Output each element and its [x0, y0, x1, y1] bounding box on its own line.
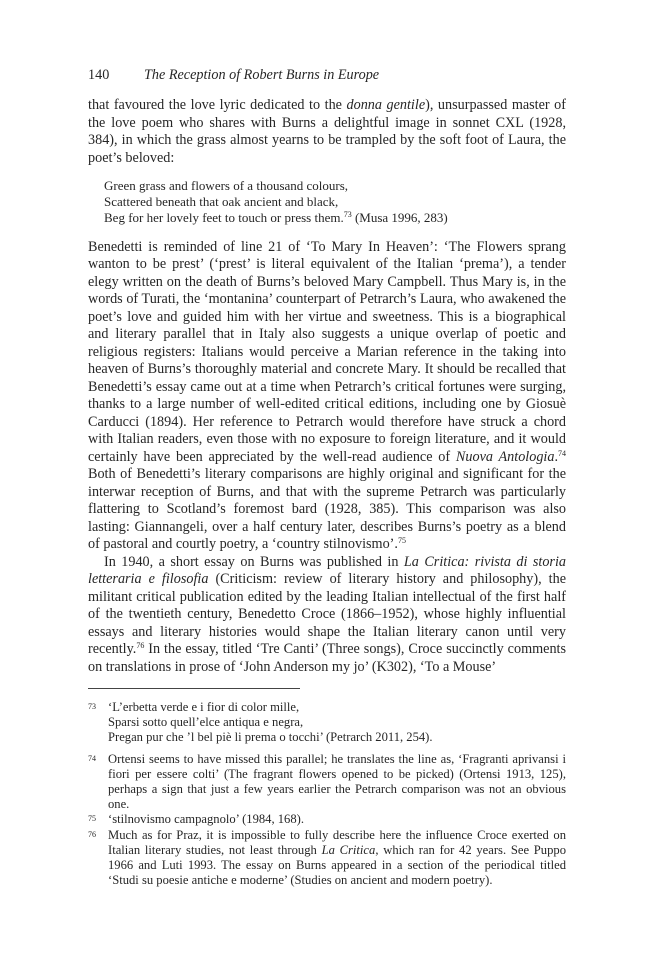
footnote-number: 76 — [88, 829, 96, 839]
footnote-number: 75 — [88, 814, 96, 824]
running-title: The Reception of Robert Burns in Europe — [144, 67, 380, 83]
footnote-divider — [88, 688, 300, 689]
footnote-75 — [88, 812, 566, 827]
footnote-ref: 75 — [397, 536, 406, 546]
italic-term: La Critica — [321, 842, 376, 857]
footnote-ref: 76 — [136, 641, 145, 651]
footnote-text: Ortensi seems to have missed this parallel; he translates the line as, ‘Fragranti aprivansi i fiori per essere colti’ (The fragrant flowers opened to be picked) (Ortensi 1913, 125), perhaps a sign that just a few years earlier the Petrarch comparison was not an obvious one. — [108, 751, 566, 812]
footnote-text: ‘stilnovismo campagnolo’ (1984, 168). — [108, 812, 304, 827]
italic-term: donna gentile — [346, 97, 426, 113]
text-run: (Criticism: review of literary history and philosophy), the militant critical publication edited by the leading Italian intellectual of the first half of the twentieth century, Benedetto Croce (1866–1952), whose highly influential essays and literary histories would shape the Italian literary canon until very recently. — [88, 571, 566, 658]
text-run: . — [554, 448, 558, 465]
footnote-line: Sparsi sotto quell’elce antiqua e negra, — [108, 715, 304, 730]
footnotes — [88, 700, 566, 888]
citation: (Musa 1996, 283) — [351, 210, 448, 226]
footnote-number: 73 — [88, 702, 96, 711]
text-run: Both of Benedetti’s literary comparisons are highly original and significant for the interwar reception of Burns, and that with the supreme Petrarch was particularly flattering to Scotland’s foremost bard (1928, 385). This comparison was also lasting: Giannangeli, over a half century later, describes Burns’s poetry as a blend of pastoral and courtly poetry, a ‘country stilnovismo’. — [88, 466, 566, 553]
footnote-73 — [88, 700, 566, 746]
verse-line: Scattered beneath that oak ancient and black, — [104, 194, 339, 210]
italic-term: La Critica: rivista di storia letteraria e filosofia — [88, 553, 566, 588]
page-number: 140 — [88, 67, 110, 83]
running-header — [88, 66, 566, 88]
verse-line — [104, 210, 566, 226]
paragraph-3 — [88, 554, 566, 677]
verse-line: Green grass and flowers of a thousand colours, — [104, 178, 349, 193]
italic-term: Nuova Antologia — [455, 448, 555, 465]
verse-text: Beg for her lovely feet to touch or press them. — [104, 210, 344, 226]
page-body — [88, 66, 566, 676]
footnote-line: Pregan pur che ’l bel piè li prema o tocchi’ (Petrarch 2011, 254). — [108, 730, 433, 745]
footnote-76 — [88, 828, 566, 889]
text-run: In 1940, a short essay on Burns was published in — [104, 553, 404, 570]
text-run: that favoured the love lyric dedicated to the — [88, 97, 347, 113]
main-text — [88, 97, 566, 676]
footnote-text — [108, 828, 566, 889]
paragraph-2 — [88, 239, 566, 554]
text-run: ), unsurpassed master of the love poem who shares with Burns a delightful image in sonnet CXL (1928, 384), in which the grass almost yearns to be trampled by the soft foot of Laura, the poet’s beloved: — [88, 97, 567, 166]
text-run: Benedetti is reminded of line 21 of ‘To Mary In Heaven’: ‘The Flowers sprang wanton to be prest’ (‘prest’ is literal equivalent of the Italian ‘prema’), a tender elegy written on the death of Burns’s beloved Mary Campbell. Thus Mary is, in the words of Turati, the ‘montanina’ counterpart of Petrarch’s Laura, who awakened the poet’s love and guided him with her virtue and sweetness. This is a biographical and literary parallel that in Italy also suggests a unique overlap of poetic and religious registers: Italians would perceive a Marian reference in the taking into heaven of Burns’s thoroughly material and concrete Mary. It should be recalled that Benedetti’s essay came out at a time when Petrarch’s critical fortunes were surging, thanks to a large number of well-edited critical editions, including one by Giosuè Carducci (1894). Her reference to Petrarch would therefore have struck a chord with Italian readers, even those with no exposure to foreign literature, and it would certainly have been appreciated by the well-read audience of — [88, 238, 566, 465]
footnote-line: ‘L’erbetta verde e i fior di color mille, — [108, 700, 300, 714]
footnote-ref: 74 — [558, 448, 566, 458]
paragraph-1 — [88, 97, 566, 167]
text-run: In the essay, titled ‘Tre Canti’ (Three songs), Croce succinctly comments on translations in prose of ‘John Anderson my jo’ (K302), ‘To a Mouse’ — [88, 641, 566, 675]
text-run: , which ran for 42 years. See Puppo 1966 and Luti 1993. The essay on Burns appeared in a section of the periodical titled ‘Studi su poesie antiche e moderne’ (Studies on ancient and modern poetry). — [108, 842, 566, 888]
footnote-ref: 73 — [343, 210, 352, 220]
text-run: Much as for Praz, it is impossible to fully describe here the influence Croce exerted on Italian literary studies, not least through — [108, 827, 566, 857]
footnote-number: 74 — [88, 753, 96, 763]
verse-quotation — [104, 178, 566, 227]
footnote-74 — [88, 752, 566, 813]
